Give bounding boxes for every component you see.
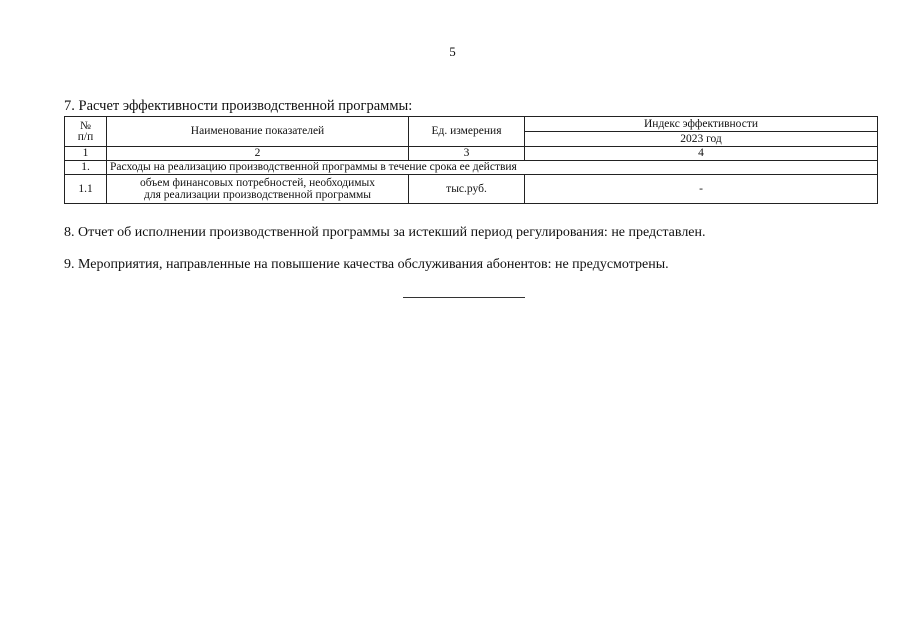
section-7-title: 7. Расчет эффективности производственной программы:	[64, 98, 413, 114]
header-name: Наименование показателей	[107, 117, 409, 147]
header-number-cell	[65, 117, 107, 147]
table-header-row	[65, 117, 878, 132]
section-8-text: 8. Отчет об исполнении производственной программы за истекший период регулирования: не представлен.	[64, 225, 706, 240]
table-group-row	[65, 161, 878, 175]
row-name-line2: для реализации производственной программы	[144, 189, 371, 201]
group-number: 1.	[65, 161, 107, 175]
row-value: -	[525, 175, 878, 204]
column-number-1: 1	[65, 147, 107, 161]
efficiency-table	[64, 116, 878, 204]
page-number: 5	[449, 44, 456, 59]
row-number: 1.1	[65, 175, 107, 204]
group-label: Расходы на реализацию производственной программы в течение срока ее действия	[107, 161, 878, 175]
column-number-2: 2	[107, 147, 409, 161]
header-number-line2: п/п	[77, 130, 94, 143]
table-row	[65, 175, 878, 204]
header-unit: Ед. измерения	[409, 117, 525, 147]
header-year: 2023 год	[525, 132, 878, 147]
header-number-line1: №	[80, 119, 91, 132]
row-name-line1: объем финансовых потребностей, необходимых	[139, 177, 376, 189]
section-9-text: 9. Мероприятия, направленные на повышение качества обслуживания абонентов: не предусмотрены.	[64, 257, 669, 272]
column-number-row	[65, 147, 878, 161]
column-number-3: 3	[409, 147, 525, 161]
row-name	[107, 175, 409, 204]
row-unit: тыс.руб.	[409, 175, 525, 204]
header-index: Индекс эффективности	[525, 117, 878, 132]
column-number-4: 4	[525, 147, 878, 161]
closing-divider	[403, 297, 525, 298]
